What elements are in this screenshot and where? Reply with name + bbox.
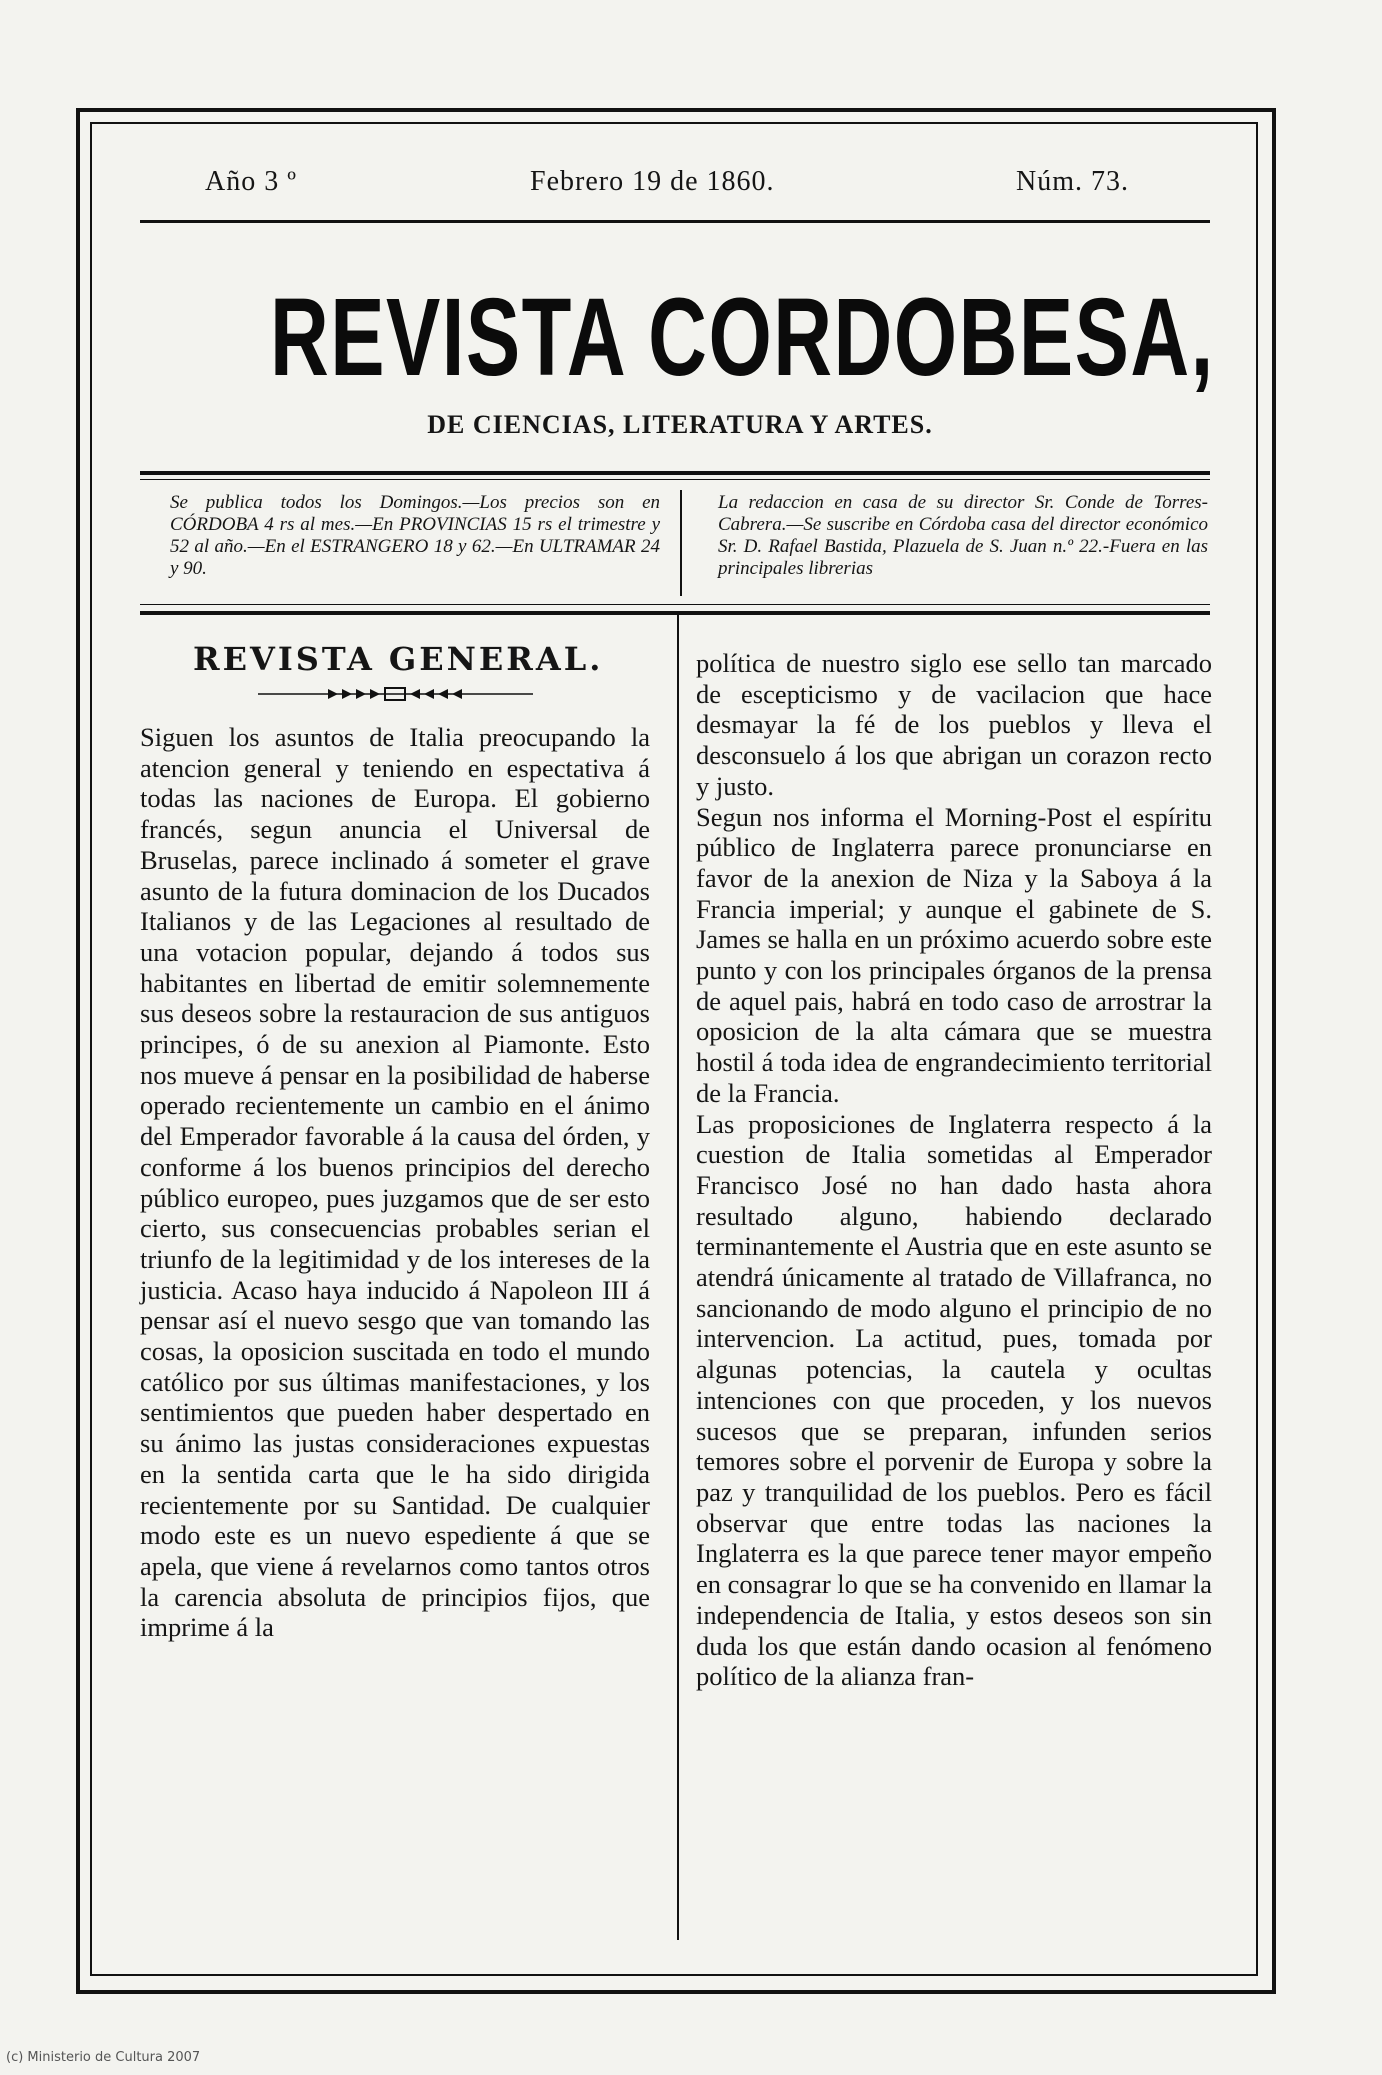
article-column-right: política de nuestro siglo ese sello tan marcado de escepticismo y de vacilacion que hace desmayar la fé de los pueblos y lleva el desconsuelo á los que abrigan un corazon recto y justo. Segun nos informa el Morning-Post el espíritu público de Inglaterra parece pronunciarse en favor de la anexion de Niza y la Saboya á la Francia imperial; y aunque el gabinete de S. James se halla en un próximo acuerdo sobre este punto y con los principales órganos de la prensa de aquel pais, habrá en todo caso de arrostrar la oposicion de la alta cámara que se muestra hostil á toda idea de engrandecimiento territorial de la Francia. Las proposiciones de Inglaterra respecto á la cuestion de Italia sometidas al Emperador Francisco José no han dado hasta ahora resultado alguno, habiendo declarado terminantemente el Austria que en este asunto se atendrá únicamente al tratado de Villafranca, no sancionando de modo alguno el principio de no intervencion. La actitud, pues, tomada por algunas potencias, la cautela y ocultas intenciones con que proceden, y los nuevos sucesos que se preparan, infunden serios temores sobre el porvenir de Europa y sobre la paz y tranquilidad de los pueblos. Pero es fácil observar que entre todas las naciones la Inglaterra es la que parece tener mayor empeño en consagrar lo que se ha convenido en llamar la independencia de Italia, y estos deseos son sin duda los que están dando ocasion al fenómeno político de la alianza fran- bbox=[696, 648, 1212, 1692]
column-divider bbox=[677, 615, 679, 1940]
ornament-rule-icon bbox=[258, 687, 533, 701]
info-rule-thin bbox=[140, 604, 1210, 605]
copyright-notice: (c) Ministerio de Cultura 2007 bbox=[6, 2050, 201, 2065]
masthead-rule-thin bbox=[140, 479, 1210, 480]
issue-date: Febrero 19 de 1860. bbox=[530, 166, 775, 197]
info-divider bbox=[680, 490, 682, 596]
masthead-title: REVISTA CORDOBESA, bbox=[270, 276, 1215, 399]
info-rule-thick bbox=[140, 611, 1210, 615]
masthead-rule-thick bbox=[140, 471, 1210, 475]
dateline bbox=[140, 166, 1210, 210]
article-title: REVISTA GENERAL. bbox=[193, 640, 604, 678]
subscription-info: Se publica todos los Domingos.—Los precios son en CÓRDOBA 4 rs al mes.—En PROVINCIAS 15 rs el trimestre y 52 al año.—En el ESTRANGERO 18 y 62.—En ULTRAMAR 24 y 90. bbox=[170, 492, 660, 579]
editorial-office-info: La redaccion en casa de su director Sr. Conde de Torres-Cabrera.—Se suscribe en Córdoba casa del director económico Sr. D. Rafael Bastida, Plazuela de S. Juan n.º 22.-Fuera en las principales librerias bbox=[718, 492, 1208, 579]
masthead-subtitle: DE CIENCIAS, LITERATURA Y ARTES. bbox=[427, 410, 933, 439]
issue-year: Año 3 º bbox=[205, 166, 297, 197]
article-column-left: Siguen los asuntos de Italia preocupando la atencion general y teniendo en espectativa á todas las naciones de Europa. El gobierno francés, segun anuncia el Universal de Bruselas, parece inclinado á someter el grave asunto de la futura dominacion de los Ducados Italianos y de las Legaciones al resultado de una votacion popular, dejando á todos sus habitantes en libertad de emitir solemnemente sus deseos sobre la restauracion de sus antiguos principes, ó de su anexion al Piamonte. Esto nos mueve á pensar en la posibilidad de haberse operado recientemente un cambio en el ánimo del Emperador favorable á la causa del órden, y conforme á los buenos principios del derecho público europeo, pues juzgamos que de ser esto cierto, sus consecuencias probables serian el triunfo de la legitimidad y de los intereses de la justicia. Acaso haya inducido á Napoleon III á pensar así el nuevo sesgo que van tomando las cosas, la oposicion suscitada en todo el mundo católico por sus últimas manifestaciones, y los sentimientos que pueden haber despertado en su ánimo las justas consideraciones expuestas en la sentida carta que le ha sido dirigida recientemente por su Santidad. De cualquier modo este es un nuevo espediente á que se apela, que viene á revelarnos como tantos otros la carencia absoluta de principios fijos, que imprime á la bbox=[140, 722, 650, 1643]
issue-number: Núm. 73. bbox=[1016, 166, 1129, 197]
dateline-rule bbox=[140, 220, 1210, 223]
